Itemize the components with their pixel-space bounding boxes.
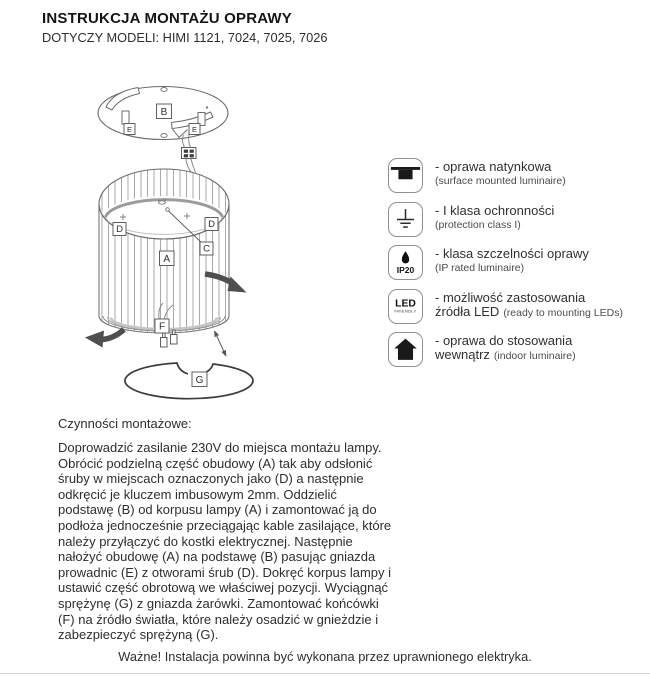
feature-row <box>388 332 623 367</box>
diagram-label-d: D <box>116 224 123 236</box>
feature-label: - klasa szczelności oprawy <box>435 246 589 261</box>
feature-label: - I klasa ochronności <box>435 202 555 218</box>
feature-sublabel: (protection class I) <box>435 218 521 231</box>
instructions-body: Doprowadzić zasilanie 230V do miejsca montażu lampy. Obrócić podzielną część obudowy (A) tak aby odsłonić śruby w miejscach oznaczonych jako (D) a następnie odkręcić je kluczem imbusowym 2mm. Oddzielić podstawę (B) od korpusu lampy (A) i zamontować ją do podłoża jednocześnie przeciągając kable zasilające, które należy przyłączyć do kostki elektrycznej. Następnie nałożyć obudowę (A) na podstawę (B) pasując gniazda prowadnic (E) z otworami śrub (D). Dokręć korpus lampy i ustawić część obrotową we właściwej pozycji. Wyciągnąć sprężynę (G) z gniazda żarówki. Zamontować końcówki (F) na źródło światła, które należy osadzić w gnieżdzie i zabezpieczyć sprężyną (G). <box>58 440 392 643</box>
feature-row <box>388 289 623 324</box>
diagram-label-e: E <box>191 125 198 134</box>
terminal-block <box>182 148 197 159</box>
diagram-label-b: B <box>160 107 168 118</box>
diagram-label-d: D <box>208 219 215 231</box>
feature-sublabel: (ready to mounting LEDs) <box>503 306 623 319</box>
feature-sublabel: (surface mounted luminaire) <box>435 175 566 187</box>
page-title: INSTRUKCJA MONTAŻU OPRAWY <box>42 10 292 27</box>
page-subtitle: DOTYCZY MODELI: HIMI 1121, 7024, 7025, 7026 <box>42 30 328 45</box>
led-subtext: FRIENDLY <box>394 308 417 314</box>
feature-legend <box>388 158 623 367</box>
ip-rating-text: IP20 <box>396 264 415 275</box>
diagram-label-f: F <box>158 321 166 333</box>
exploded-view-arrow <box>215 331 227 356</box>
diagram-label-a: A <box>163 253 171 265</box>
feature-label: - oprawa do stosowania <box>435 333 573 348</box>
warning-note: Ważne! Instalacja powinna być wykonana przez uprawnionego elektryka. <box>118 649 532 664</box>
feature-row <box>388 202 623 237</box>
feature-label: - możliwość zastosowania <box>435 289 586 305</box>
diagram-label-c: C <box>203 243 210 255</box>
feature-sublabel: (indoor luminaire) <box>493 350 576 362</box>
header <box>42 10 327 45</box>
led-text: LED <box>395 298 416 309</box>
feature-row <box>388 158 623 193</box>
ip20-icon <box>388 245 423 280</box>
indoor-use-icon <box>388 332 423 367</box>
diagram-label-g: G <box>195 375 204 386</box>
assembly-diagram <box>60 76 380 416</box>
feature-label: - oprawa natynkowa <box>435 159 552 174</box>
instructions-heading: Czynności montażowe: <box>58 416 192 431</box>
feature-row <box>388 245 623 280</box>
feature-sublabel: (IP rated luminaire) <box>435 262 525 274</box>
bottom-rule <box>0 673 650 674</box>
diagram-label-e: E <box>126 125 133 134</box>
protection-class-1-icon <box>388 202 423 237</box>
feature-label-cont: źródła LED <box>435 303 500 319</box>
led-friendly-icon <box>388 289 423 324</box>
feature-label-cont: wewnątrz <box>435 347 490 362</box>
surface-mounted-icon <box>388 158 423 193</box>
spring-ring <box>125 363 253 399</box>
